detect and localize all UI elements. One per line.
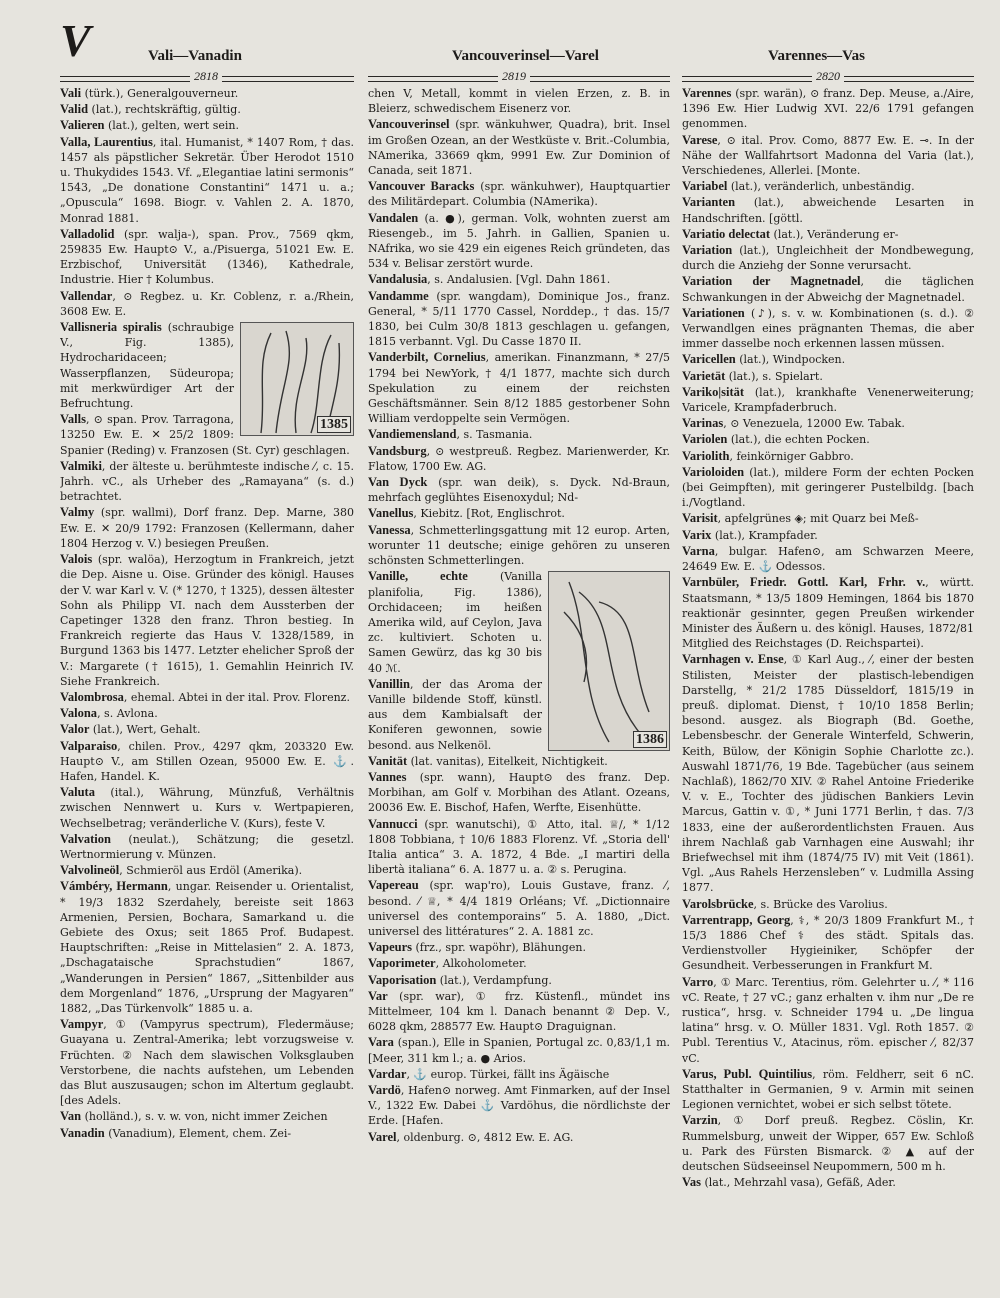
- dictionary-entry: [368, 272, 670, 287]
- entry-headword: Varzin: [682, 1113, 718, 1128]
- figure-1385: [240, 322, 354, 436]
- entry-text: (spr. wänkuhwer), Hauptquartier des Militärdepart. Columbia (NAmerika).: [368, 180, 670, 209]
- entry-headword: Vancouverinsel: [368, 117, 450, 132]
- entry-headword: Vardar: [368, 1066, 407, 1081]
- entry-text: (frz., spr. wapöhr), Blähungen.: [412, 941, 586, 955]
- page-number-center: 2819: [498, 68, 530, 84]
- entry-headword: Vanderbilt, Cornelius: [368, 350, 486, 365]
- dictionary-entry: [682, 575, 974, 651]
- entry-headword: Valieren: [60, 118, 105, 133]
- entry-headword: Varus, Publ. Quintilius: [682, 1066, 813, 1081]
- entry-text: , ⊙ westpreuß. Regbez. Marienwerder, Kr. Flatow, 1700 Ew. AG.: [368, 444, 670, 473]
- entry-headword: Vanität: [368, 753, 408, 768]
- entry-headword: Variolith: [682, 448, 730, 463]
- entry-headword: Valor: [60, 722, 90, 737]
- dictionary-entry: [368, 475, 670, 505]
- dictionary-entry: [60, 459, 354, 505]
- entry-headword: Varel: [368, 1129, 397, 1144]
- entry-headword: Varianten: [682, 195, 736, 210]
- dictionary-entry: [60, 118, 354, 133]
- entry-headword: Valls: [60, 412, 86, 427]
- entry-text: (spr. wanutschi), ① Atto, ital. ♕/, * 1/12 1808 Tobbiana, † 10/6 1883 Florenz. Vf. „Storia dell' Italia antica“ 3. A. 1872, 4 Bde. „I martiri della libertà italiana“ 6. A. 1877 u. a. ② s. Perugina.: [368, 817, 670, 877]
- dictionary-entry: [682, 243, 974, 273]
- entry-text: , Schmetterlingsgattung mit 12 europ. Arten, worunter 11 deutsche; einige gehören zu unseren schönsten Schmetterlingen.: [368, 523, 670, 568]
- entry-headword: Vandalusia: [368, 272, 428, 287]
- dictionary-entry: [682, 652, 974, 895]
- dictionary-entry: [60, 289, 354, 319]
- entry-headword: Vannucci: [368, 816, 418, 831]
- entry-text: (Vanadium), Element, chem. Zei-: [104, 1126, 292, 1140]
- entry-text: (spr. wan deik), s. Dyck. Nd-Braun, mehrfach geglühtes Eisenoxydul; Nd-: [368, 476, 670, 505]
- page-number-left: 2818: [190, 68, 222, 84]
- dictionary-entry: [682, 1175, 974, 1190]
- dictionary-entry: [60, 832, 354, 862]
- entry-text: , s. Avlona.: [97, 707, 158, 721]
- entry-text: , ① (Vampyrus spectrum), Fledermäuse; Guayana u. Zentral-Amerika; lebt vorzugsweise v. Früchten. ② Nach dem slawischen Volksglauben Verstorbene, die nachts aufstehen, um Lebenden das Blut auszusaugen; schon im Altertum geglaubt. [des Adels.: [60, 1018, 354, 1108]
- entry-text: (lat.), rechtskräftig, gültig.: [88, 103, 241, 117]
- dictionary-entry: [368, 506, 670, 521]
- entry-headword: Valla, Laurentius: [60, 134, 153, 149]
- entry-headword: Valona: [60, 706, 98, 721]
- dictionary-entry: [682, 897, 974, 912]
- dictionary-entry: [368, 1130, 670, 1145]
- entry-headword: Van: [60, 1109, 82, 1124]
- entry-headword: Varna: [682, 543, 715, 558]
- entry-text: (lat.), veränderlich, unbeständig.: [727, 180, 915, 194]
- entry-text: (spr. wann), Haupt⊙ des franz. Dep. Morbihan, am Golf v. Morbihan des Atlant. Ozeans, 20036 Ew. E. Bischof, Hafen, Werfte, Eisenhütte.: [368, 770, 670, 815]
- entry-headword: Vallisneria spiralis: [60, 320, 162, 335]
- entry-text: , ⊙ span. Prov. Tarragona, 13250 Ew. E. ✕ 25/2 1809: Spanier (Reding) v. Franzosen (St. Cyr) geschlagen.: [60, 413, 350, 457]
- dictionary-entry: [368, 770, 670, 816]
- entry-text: , Alkoholometer.: [435, 957, 527, 971]
- entry-text: , württ. Staatsmann, * 13/5 1809 Hemingen, 1864 bis 1870 reaktionär gesinnter, gegen Preußen wirkender Minister des Äußern u. des königl. Hauses, 1872/81 Mitglied des Reichstages (D. Reichspartei).: [682, 576, 974, 651]
- entry-text: (a. ●), german. Volk, wohnten zuerst am Riesengeb., im 5. Jahrh. in Gallien, Spanien u. NAfrika, wo sie 429 ein eigenes Reich gründeten, das 534 v. Belisar zerstört wurde.: [368, 211, 670, 271]
- entry-headword: Vanellus: [368, 506, 414, 521]
- dictionary-entry: [682, 1067, 974, 1113]
- entry-text: , ① Karl Aug., ⁄, einer der besten Stilisten, Meister der plastisch-lebendigen Darstellg, * 21/2 1785 Düsseldorf, 1815/19 in preuß. diplomat. Dienst, † 10/10 1858 Berlin; besond. ausgez. als Biograph (Bd. Goethe, Lebensbeschr. der Generale Winterfeld, Schwerin, Keith, Bülow, der Königin Sophie Charlotte zc.). Auswahl 1871/76, 19 Bde. Tagebücher (aus seinem Nachlaß), 1862/70 XIV. ② Rahel Antoine Friederike V. v. E., Tochter des jüdischen Bankiers Levin Marcus, Gattin v. ①, * Juni 1771 Berlin, † das. 7/3 1833, eine der außerordentlichsten Frauen. Aus ihrem Nachlaß gab Varnhagen eine Auswahl; ihr Briefwechsel mit ihm (1874/75 IV) mit Veit (1861). Vgl. „Aus Rahels Herzensleben“ v. Ludmilla Assing 1877.: [682, 653, 974, 895]
- entry-headword: Variolen: [682, 432, 728, 447]
- entry-headword: Valladolid: [60, 226, 115, 241]
- dictionary-entry: [368, 179, 670, 209]
- dictionary-entry: [368, 350, 670, 426]
- dictionary-entry: [682, 449, 974, 464]
- column-right: [682, 86, 974, 1286]
- entry-text: , ⚓ europ. Türkei, fällt ins Ägäische: [406, 1067, 610, 1081]
- dictionary-entry: [60, 706, 354, 721]
- dictionary-entry: [368, 117, 670, 178]
- dictionary-entry: [60, 102, 354, 117]
- entry-headword: Van Dyck: [368, 475, 428, 490]
- vanilla-illustration: [549, 572, 669, 750]
- entry-headword: Valid: [60, 102, 89, 117]
- entry-headword: Vardö: [368, 1083, 401, 1097]
- entry-text: , s. Andalusien. [Vgl. Dahn 1861.: [427, 273, 611, 287]
- entry-text: , s. Brücke des Varolius.: [753, 897, 888, 911]
- entry-headword: Vapeurs: [368, 940, 412, 955]
- entry-headword: Vanadin: [60, 1125, 105, 1140]
- dictionary-entry: [60, 722, 354, 737]
- entry-headword: Vámbéry, Hermann: [60, 879, 168, 894]
- entry-text: (lat.), krankhafte Venenerweiterung; Varicele, Krampfaderbruch.: [682, 385, 974, 415]
- entry-text: , der das Aroma der Vanille bildende Stoff, künstl. aus dem Kambialsaft der Koniferen gewonnen, sowie besond. aus Nelkenöl.: [368, 677, 542, 752]
- entry-text: (holländ.), s. v. w. von, nicht immer Zeichen: [81, 1110, 328, 1124]
- entry-text: (schraubige V., Fig. 1385), Hydrocharidaceen; Wasserpflanzen, Südeuropa; mit merkwürdiger Art der Befruchtung.: [60, 321, 234, 411]
- dictionary-entry: [682, 416, 974, 431]
- header-center: Vancouverinsel—Varel: [452, 48, 599, 64]
- entry-text: , chilen. Prov., 4297 qkm, 203320 Ew. Haupt⊙ V., am Stillen Ozean, 95000 Ew. E. ⚓. Hafen, Handel. K.: [60, 739, 354, 783]
- dictionary-entry: [60, 1109, 354, 1124]
- entry-text: , s. Tasmania.: [456, 428, 533, 442]
- entry-text: (lat.), abweichende Lesarten in Handschriften. [göttl.: [682, 196, 974, 225]
- entry-headword: Vandamme: [368, 288, 429, 303]
- dictionary-entry: [368, 1083, 670, 1129]
- dictionary-entry: [60, 135, 354, 226]
- entry-headword: Vanessa: [368, 522, 411, 537]
- entry-headword: Variko|sität: [682, 384, 745, 399]
- entry-text: , ⚕, * 20/3 1809 Frankfurt M., † 15/3 1886 Chef ⚕ des städt. Spitals das. Verdienstvoller Hygieiniker, Schöpfer der Gesundheit. Verbesserungen in Frankfurt M.: [682, 913, 974, 973]
- dictionary-entry: [368, 754, 670, 769]
- entry-headword: Variationen: [682, 305, 745, 320]
- dictionary-entry: [60, 1017, 354, 1108]
- entry-text: (♪), s. v. w. Kombinationen (s. d.). ② Verwandlgen eines prägnanten Themas, die aber immer dasselbe noch erkennen lassen müssen.: [682, 306, 974, 351]
- entry-text: , ① Marc. Terentius, röm. Gelehrter u. ⁄, * 116 vC. Reate, † 27 vC.; ganz erhalten v. ihm nur „De re rustica“, hrsg. v. Schneider 1794 u. „De lingua latina“ hrsg. v. O. Müller 1831. Vgl. Roth 1857. ② Publ. Terentius V., Atacinus, röm. epischer ⁄, 82/37 vC.: [682, 975, 974, 1065]
- dictionary-entry: [682, 913, 974, 974]
- entry-headword: Varioloiden: [682, 464, 745, 479]
- entry-headword: Vandiemensland: [368, 427, 457, 442]
- entry-text: (spr. wap'ro), Louis Gustave, franz. ⁄, besond. ⁄ ♕, * 4/4 1819 Orléans; Vf. „Dictionnaire universel des contemporains“ 5. A. 1880, „Dict. universel des littératures“ 2. A. 1881 zc.: [368, 879, 670, 938]
- entry-headword: Vampyr: [60, 1017, 104, 1032]
- entry-headword: Vallendar: [60, 288, 113, 303]
- entry-text: (spr. warän), ⊙ franz. Dep. Meuse, a./Aire, 1396 Ew. Hier Ludwig XVI. 22/6 1791 gefangen genommen.: [682, 87, 974, 131]
- entry-text: , ① Dorf preuß. Regbez. Cöslin, Kr. Rummelsburg, unweit der Wipper, 657 Ew. Schloß u. Park des Fürsten Bismarck. ② ▲ auf der deutschen Südseeinsel Neupommern, 500 m h.: [682, 1114, 974, 1174]
- dictionary-entry: [682, 227, 974, 242]
- entry-headword: Varolsbrücke: [682, 896, 754, 911]
- entry-text: (türk.), Generalgouverneur.: [81, 87, 239, 100]
- entry-headword: Vanille, echte: [368, 569, 468, 584]
- dictionary-entry: [368, 1035, 670, 1065]
- entry-text: , die täglichen Schwankungen in der Abweichg der Magnetnadel.: [682, 275, 974, 304]
- entry-text: , ital. Humanist, * 1407 Rom, † das. 1457 als päpstlicher Sekretär. Über Herodot 1510 u. Thukydides 1543. Vf. „Elegantiae latini sermonis“ 1543, „De donatione Constantini“ 1471 u. a.; „Opuscula“ 1698. Biogr. v. Vahlen 2. A. 1870, Monrad 1881.: [60, 135, 354, 225]
- dictionary-entry: [682, 975, 974, 1066]
- dictionary-entry: [60, 1126, 354, 1141]
- entry-headword: Vaporimeter: [368, 956, 436, 971]
- entry-text: (lat.), gelten, wert sein.: [104, 119, 239, 133]
- dictionary-entry: [682, 86, 974, 132]
- column-left: [60, 86, 354, 1286]
- entry-text: (lat.), Windpocken.: [735, 353, 846, 367]
- entry-text: (lat.), Ungleichheit der Mondbewegung, durch die Anziehg der Sonne verursacht.: [682, 244, 974, 273]
- dictionary-entry: [682, 432, 974, 447]
- entry-text: (span.), Elle in Spanien, Portugal zc. 0,83/1,1 m. [Meer, 311 km l.; a. ● Arios.: [368, 1036, 670, 1065]
- entry-text: , ehemal. Abtei in der ital. Prov. Florenz.: [123, 690, 350, 704]
- entry-headword: Valombrosa: [60, 689, 124, 704]
- entry-text: , der älteste u. berühmteste indische ⁄, c. 15. Jahrh. vC., als Urheber des „Ramayana“ (s. d.) betrachtet.: [60, 459, 354, 504]
- dictionary-entry: [682, 465, 974, 511]
- dictionary-entry: [368, 878, 670, 939]
- entry-text: (lat.), s. Spielart.: [725, 369, 823, 383]
- entry-headword: Valvation: [60, 831, 111, 846]
- entry-headword: Varennes: [682, 86, 732, 100]
- entry-headword: Valois: [60, 552, 93, 567]
- entry-text: , bulgar. Hafen⊙, am Schwarzen Meere, 24649 Ew. E. ⚓ Odessos.: [682, 544, 974, 574]
- entry-text: , röm. Feldherr, seit 6 nC. Statthalter in Germanien, 9 v. Armin mit seinen Legionen vernichtet, wobei er sich selbst tötete.: [682, 1067, 974, 1112]
- dictionary-entry: [60, 879, 354, 1016]
- entry-headword: Varisit: [682, 511, 718, 526]
- entry-text: , ungar. Reisender u. Orientalist, * 19/3 1832 Szerdahely, bereiste seit 1863 Armenien, Persien, Bochara, Samarkand u. die Gebiete des Oxus; seit 1865 Prof. Budapest. Hauptschriften: „Reise in Mittelasien“ 2. A. 1873, „Dschagataische Sprachstudien“ 1867, „Wanderungen in Persien“ 1867, „Sittenbilder aus dem Morgenland“ 1876, „Ursprung der Magyaren“ 1882, „Das Türkenvolk“ 1885 u. a.: [60, 880, 354, 1015]
- entry-text: (lat.), Krampfader.: [711, 528, 818, 542]
- entry-text: (lat.), Verdampfung.: [436, 973, 552, 987]
- dictionary-entry: [682, 133, 974, 179]
- entry-text: , ⊙ ital. Prov. Como, 8877 Ew. E. ⊸. In der Nähe der Wallfahrtsort Madonna del Varia (lat.), Verschiedenes, Allerlei. [Monte.: [682, 133, 974, 178]
- dictionary-entry: [368, 211, 670, 272]
- entry-headword: Variatio delectat: [682, 226, 771, 241]
- dictionary-entry: [682, 385, 974, 415]
- entry-headword: Varinas: [682, 416, 724, 431]
- entry-text: , ⊙ Venezuela, 12000 Ew. Tabak.: [723, 417, 905, 431]
- dictionary-entry: [60, 86, 354, 101]
- entry-text: (spr. walja-), span. Prov., 7569 qkm, 259835 Ew. Haupt⊙ V., a./Pisuerga, 51021 Ew. E. Erzbischof, Universität (1346), Kathedrale, Industrie. Hier † Kolumbus.: [60, 227, 354, 287]
- dictionary-entry: [682, 511, 974, 526]
- entry-text: , oldenburg. ⊙, 4812 Ew. E. AG.: [396, 1130, 574, 1144]
- entry-headword: Varnbüler, Friedr. Gottl. Karl, Frhr. v.: [682, 575, 926, 590]
- dictionary-entry: [60, 690, 354, 705]
- column-center: [368, 86, 670, 1286]
- entry-text: , apfelgrünes ◈; mit Quarz bei Meß-: [717, 512, 919, 526]
- entry-text: (lat.), Veränderung er-: [770, 227, 899, 241]
- dictionary-entry: [60, 785, 354, 831]
- entry-headword: Vaporisation: [368, 972, 437, 987]
- entry-headword: Varix: [682, 527, 712, 542]
- entry-headword: Vancouver Baracks: [368, 179, 475, 194]
- entry-text: (lat.), die echten Pocken.: [727, 433, 870, 447]
- dictionary-entry: [60, 552, 354, 689]
- entry-headword: Vali: [60, 86, 82, 100]
- dictionary-entry: [368, 1067, 670, 1082]
- entry-text: (Vanilla planifolia, Fig. 1386), Orchidaceen; im heißen Amerika wild, auf Ceylon, Java zc. kultiviert. Schoten u. Samen Gewürz, das kg 30 bis 40 ℳ.: [368, 570, 543, 675]
- entry-headword: Vandsburg: [368, 443, 427, 458]
- entry-text: (lat. vanitas), Eitelkeit, Nichtigkeit.: [407, 754, 608, 768]
- entry-text: , feinkörniger Gabbro.: [729, 449, 854, 463]
- entry-headword: Valmy: [60, 505, 95, 520]
- dictionary-entry: [682, 352, 974, 367]
- dictionary-entry: [368, 940, 670, 955]
- entry-headword: Varicellen: [682, 352, 736, 367]
- dictionary-entry: [60, 863, 354, 878]
- entry-text: (spr. wänkuhwer, Quadra), brit. Insel im Großen Ozean, an der Westküste v. Brit.-Columbia, NAmerika, 33669 qkm, 9991 Ew. Zur Dominion of Canada, seit 1871.: [368, 118, 670, 178]
- entry-text: (spr. wallmi), Dorf franz. Dep. Marne, 380 Ew. E. ✕ 20/9 1792: Franzosen (Kellermann, daher 1804 Herzog v. V.) besiegen Preußen.: [60, 506, 354, 550]
- entry-headword: Varrentrapp, Georg: [682, 912, 791, 927]
- entry-text: (spr. wangdam), Dominique Jos., franz. General, * 5/11 1770 Cassel, Norddep., † das. 15/7 1830, bei Culm 30/8 1813 geschlagen u. gefangen, 1815 verbannt. Vgl. Du Casse 1870 II.: [368, 289, 670, 349]
- dictionary-entry: [60, 739, 354, 785]
- dictionary-entry: [60, 505, 354, 551]
- dictionary-entry: [682, 195, 974, 225]
- entry-headword: Valmiki: [60, 458, 102, 473]
- entry-text: (lat.), mildere Form der echten Pocken (bei Geimpften), mit geringerer Pustelbildg. [bach i./Vogtland.: [682, 465, 974, 510]
- entry-headword: Valuta: [60, 785, 95, 800]
- entry-text: (spr. walöa), Herzogtum in Frankreich, jetzt die Dep. Aisne u. Oise. Gründer des königl. Hauses der V. war Karl v. V. (* 1270, † 1325), dessen ältester Sohn als Philipp VI. nach dem Aussterben der Capetinger 1328 den franz. Thron bestieg. In Frankreich regierte das Haus V. 1328/1589, in Burgund 1363 bis 1477. Letzter ehelicher Sproß der V.: Margarete († 1615), 1. Gemahlin Heinrich IV. Siehe Frankreich.: [60, 553, 354, 688]
- entry-headword: Variation der Magnetnadel: [682, 274, 861, 289]
- entry-headword: Varese: [682, 132, 718, 147]
- entry-text: , Schmieröl aus Erdöl (Amerika).: [119, 864, 303, 878]
- dictionary-entry: [682, 179, 974, 194]
- dictionary-entry: [368, 444, 670, 474]
- entry-headword: Variabel: [682, 179, 728, 194]
- entry-text: (lat.), Wert, Gehalt.: [89, 723, 201, 737]
- entry-headword: Varnhagen v. Ense: [682, 652, 784, 667]
- page-number-right: 2820: [812, 68, 844, 84]
- entry-text: , Kiebitz. [Rot, Englischrot.: [413, 507, 565, 521]
- entry-headword: Vas: [682, 1175, 701, 1190]
- dictionary-entry: [368, 973, 670, 988]
- entry-text: , Hafen⊙ norweg. Amt Finmarken, auf der Insel V., 1322 Ew. Dabei ⚓ Vardöhus, die nördlichste der Erde. [Hafen.: [368, 1084, 670, 1128]
- figure-number: 1385: [317, 416, 351, 433]
- entry-text: (ital.), Währung, Münzfuß, Verhältnis zwischen Nennwert u. Kurs v. Wertpapieren, Wechselbetrag; veränderliche V. (Kurs), feste V.: [60, 786, 354, 830]
- dictionary-entry: [682, 369, 974, 384]
- section-letter: V: [60, 15, 91, 66]
- dictionary-entry: [368, 427, 670, 442]
- entry-text: (spr. war), ① frz. Küstenfl., mündet ins Mittelmeer, 104 km l. Danach benannt ② Dep. V., 6028 qkm, 288577 Ew. Haupt⊙ Draguignan.: [368, 989, 670, 1034]
- header-right: Varennes—Vas: [768, 48, 865, 64]
- dictionary-entry: [368, 523, 670, 569]
- dictionary-entry: [368, 817, 670, 878]
- entry-headword: Vapereau: [368, 878, 419, 893]
- entry-text: , ⊙ Regbez. u. Kr. Coblenz, r. a./Rhein, 3608 Ew. E.: [60, 289, 354, 318]
- entry-headword: Vanillin: [368, 676, 410, 691]
- entry-headword: Vara: [368, 1035, 394, 1050]
- dictionary-entry: [682, 1113, 974, 1174]
- dictionary-entry: [368, 86, 670, 116]
- entry-headword: Var: [368, 988, 388, 1003]
- dictionary-entry: [368, 289, 670, 350]
- figure-number: 1386: [633, 731, 667, 748]
- dictionary-entry: [60, 227, 354, 288]
- entry-headword: Varietät: [682, 368, 726, 383]
- entry-headword: Valparaiso: [60, 738, 118, 753]
- entry-headword: Valvolineöl: [60, 863, 120, 878]
- entry-headword: Variation: [682, 243, 733, 258]
- dictionary-entry: [682, 274, 974, 304]
- dictionary-entry: [368, 956, 670, 971]
- entry-headword: Vandalen: [368, 210, 419, 225]
- entry-text: (lat., Mehrzahl vasa), Gefäß, Ader.: [701, 1176, 896, 1190]
- entry-text: (neulat.), Schätzung; die gesetzl. Wertnormierung v. Münzen.: [60, 832, 354, 861]
- dictionary-entry: [682, 306, 974, 352]
- dictionary-entry: [682, 544, 974, 574]
- entry-text: , amerikan. Finanzmann, * 27/5 1794 bei NewYork, † 4/1 1877, machte sich durch Spekulation zu einem der reichsten Geschäftsmänner. Sein 8/12 1885 gestorbener Sohn William verdoppelte sein Vermögen.: [368, 351, 670, 426]
- entry-headword: Vannes: [368, 769, 407, 784]
- figure-1386: [548, 571, 670, 751]
- entry-headword: Varro: [682, 974, 714, 989]
- header-left: Vali—Vanadin: [148, 48, 242, 64]
- dictionary-entry: [682, 528, 974, 543]
- dictionary-entry: [368, 989, 670, 1035]
- entry-text: chen V, Metall, kommt in vielen Erzen, z. B. in Bleierz, schwedischem Eisenerz vor.: [368, 87, 670, 116]
